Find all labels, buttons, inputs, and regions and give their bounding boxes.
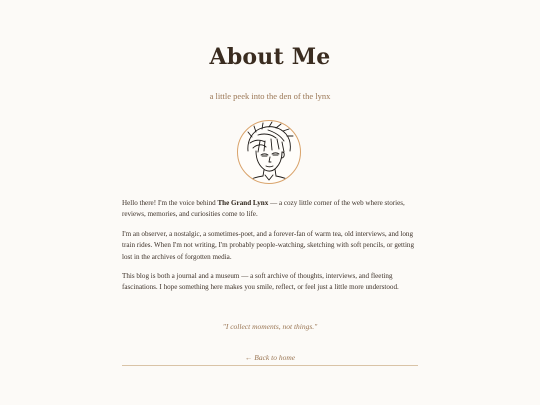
intro-text-end: — a cozy little corner of the web where stories, reviews, memories, and curiosities come to life. [122, 199, 405, 219]
page-title: About Me [209, 44, 331, 70]
signature-quote: "I collect moments, not things." [222, 322, 318, 331]
blog-name: The Grand Lynx [217, 199, 269, 207]
avatar [237, 120, 301, 184]
about-content [122, 198, 418, 302]
intro-text-start: Hello there! I'm the voice behind [122, 199, 218, 207]
footer-divider [122, 365, 418, 366]
back-to-home-link[interactable]: ← Back to home [244, 353, 296, 362]
sketch-portrait-avatar-icon [238, 121, 299, 182]
personality-paragraph: I'm an observer, a nostalgic, a sometimes-poet, and a forever-fan of warm tea, old interviews, and long train rides. When I'm not writing, I'm probably people-watching, sketching with soft pencils, or getting lost in the archives of forgotten media. [122, 229, 415, 261]
blog-purpose-paragraph: This blog is both a journal and a museum — a soft archive of thoughts, interviews, and fleeting fascinations. I hope something here makes you smile, reflect, or feel just a little more understood. [122, 272, 399, 292]
intro-paragraph [122, 198, 418, 221]
page-subtitle: a little peek into the den of the lynx [209, 91, 331, 101]
